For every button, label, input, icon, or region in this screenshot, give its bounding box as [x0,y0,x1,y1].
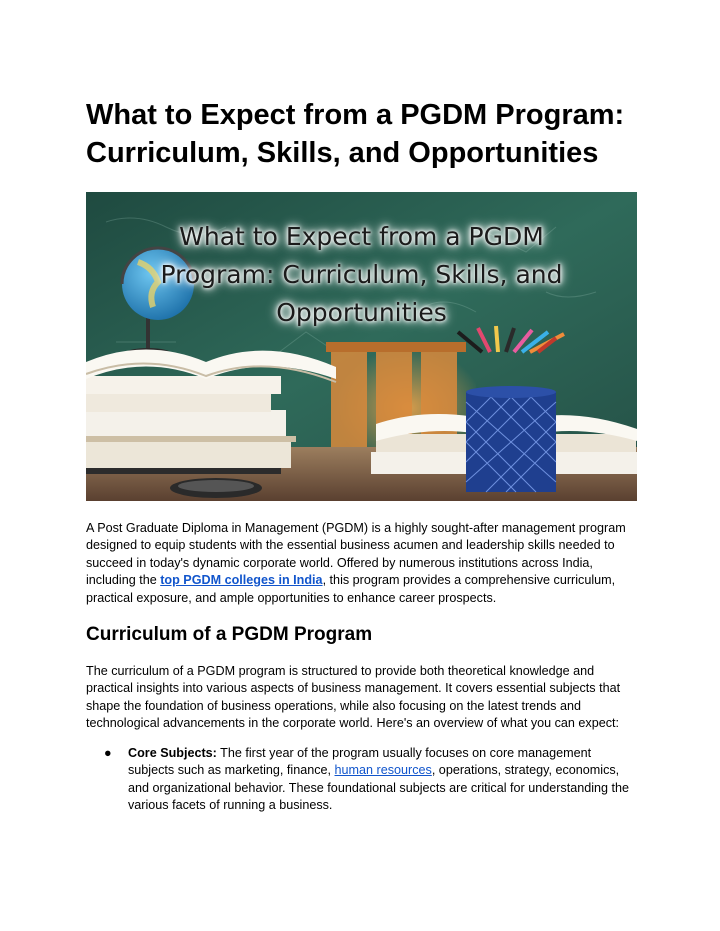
list-item-text-before: The first year of the program usually focuses on core management subjects such as marketing, finance, [128,746,592,778]
curriculum-paragraph: The curriculum of a PGDM program is structured to provide both theoretical knowledge and practical insights into various aspects of business management. It covers essential subjects that shape the foundation of business operations, while also focusing on the latest trends and technological advancements in the corporate world. Here's an overview of what you can expect: [86,664,621,731]
list-item-text-after: , operations, strategy, economics, and organizational behavior. These foundational subjects are critical for understanding the various facets of running a business. [128,763,630,813]
hero-title-line: Opportunities [276,298,447,327]
human-resources-link[interactable]: human resources [334,763,432,778]
page-title: What to Expect from a PGDM Program: Curriculum, Skills, and Opportunities [86,99,625,169]
hero-title-line: What to Expect from a PGDM [179,222,544,251]
curriculum-list [86,745,638,815]
hero-title-line: Program: Curriculum, Skills, and [160,260,563,289]
intro-text-before: A Post Graduate Diploma in Management (PGDM) is a highly sought-after management program designed to equip students with the essential business acumen and leadership skills needed to succeed in today's dynamic corporate world. Offered by numerous institutions across India, including the [86,521,626,588]
list-item [86,745,638,815]
top-pgdm-colleges-link[interactable]: top PGDM colleges in India [160,573,323,588]
intro-text-after: , this program provides a comprehensive curriculum, practical exposure, and ample opportunities to enhance career prospects. [86,573,616,605]
magnifier-icon [170,478,262,498]
curriculum-heading: Curriculum of a PGDM Program [86,624,373,645]
list-item-label: Core Subjects: [128,746,217,760]
bullet-icon: ● [104,746,112,760]
hero-image [86,192,637,501]
intro-paragraph [86,520,638,607]
hero-title [86,218,637,332]
